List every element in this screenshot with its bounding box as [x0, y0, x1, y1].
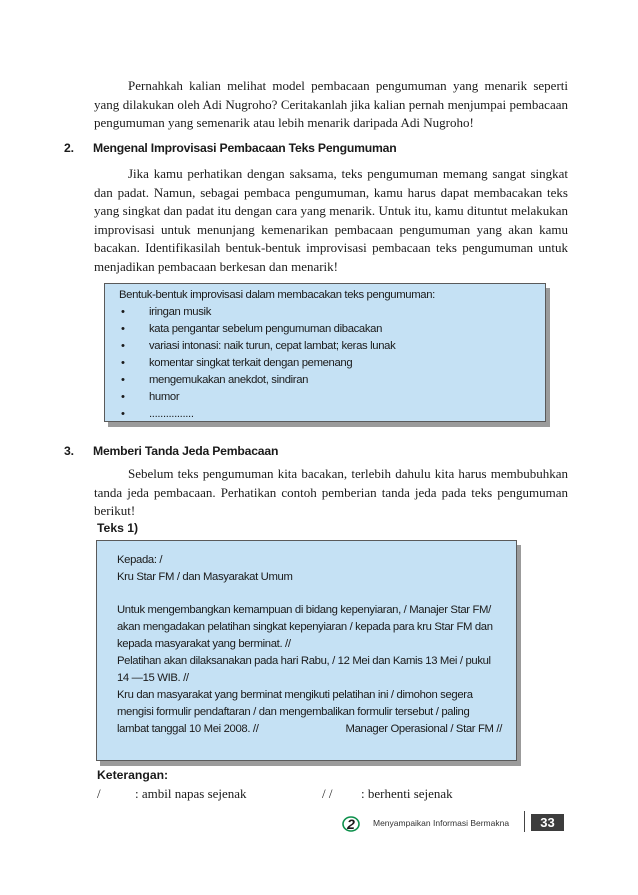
announcement-recipient-names: Kru Star FM / dan Masyarakat Umum: [117, 571, 293, 583]
list-item: • variasi intonasi: naik turun, cepat lambat; keras lunak: [119, 338, 535, 355]
list-item: • kata pengantar sebelum pengumuman dibacakan: [119, 321, 535, 338]
list-item: • iringan musik: [119, 304, 535, 321]
section-2-heading: [64, 141, 397, 155]
section-2-title: Mengenal Improvisasi Pembacaan Teks Pengumuman: [93, 141, 397, 155]
list-item: • mengemukakan anekdot, sindiran: [119, 372, 535, 389]
legend-desc-stop: : berhenti sejenak: [361, 786, 453, 801]
keterangan-title: Keterangan:: [97, 768, 169, 782]
section-3-title: Memberi Tanda Jeda Pembacaan: [93, 444, 279, 458]
section-2-paragraph: Jika kamu perhatikan dengan saksama, teks pengumuman memang sangat singkat dan padat. Namun, sebagai pembaca pengumuman, kamu harus dapat membacakan teks yang singkat dan padat itu dengan cara yang menarik. Untuk itu, kamu dituntut melakukan improvisasi untuk menunjang kemenarikan pembacaan pengumuman yang akan kamu bacakan. Identifikasilah bentuk-bentuk improvisasi pembacaan teks pengumuman untuk menjadikan pembacaan berkesan dan menarik!: [94, 166, 568, 274]
list-item: • komentar singkat terkait dengan pemenang: [119, 355, 535, 372]
chapter-mark-icon: [342, 814, 360, 832]
section-3-heading: [64, 444, 278, 458]
announcement-box: [96, 540, 517, 761]
chapter-mark-graphic: [342, 814, 360, 832]
announcement-paragraph-2: Pelatihan akan dilaksanakan pada hari Rabu, / 12 Mei dan Kamis 13 Mei / pukul 14 —15 WIB. //: [117, 655, 491, 684]
page-number: 33: [531, 814, 564, 831]
announcement-paragraph-1: Untuk mengembangkan kemampuan di bidang kepenyiaran, / Manajer Star FM/ akan mengadakan pelatihan singkat kepenyiaran / kepada para kru Star FM dan kepada masyarakat yang berminat. //: [117, 604, 493, 650]
legend-symbol-stop: / /: [322, 786, 333, 801]
announcement-paragraph-3: Kru dan masyarakat yang berminat mengikuti pelatihan ini / dimohon segera mengisi formulir pendaftaran / dan mengembalikan formulir tersebut / paling lambat tanggal 10 Mei 2008. //: [117, 689, 473, 735]
legend-desc-pause: : ambil napas sejenak: [135, 786, 247, 801]
intro-paragraph: Pernahkah kalian melihat model pembacaan pengumuman yang menarik seperti yang dilakukan oleh Adi Nugroho? Ceritakanlah jika kalian pernah menjumpai pembacaan pengumuman yang semenarik atau lebih menarik daripada Adi Nugroho!: [94, 78, 568, 130]
announcement-signature: Manager Operasional / Star FM //: [345, 723, 502, 735]
section-2-number: 2.: [64, 141, 74, 155]
teks-label: Teks 1): [97, 521, 139, 535]
announcement-recipient: Kepada: /: [117, 554, 163, 566]
chapter-title: Menyampaikan Informasi Bermakna: [373, 818, 510, 828]
list-item: • humor: [119, 389, 535, 406]
improvisation-list: [119, 304, 535, 423]
legend-symbol-pause: /: [97, 786, 101, 801]
chapter-number: 2: [347, 816, 355, 832]
list-item: • ................: [119, 406, 535, 423]
improvisation-box: [104, 283, 546, 422]
improvisation-box-heading: Bentuk-bentuk improvisasi dalam membacakan teks pengumuman:: [119, 289, 435, 301]
section-3-paragraph: Sebelum teks pengumuman kita bacakan, terlebih dahulu kita harus membubuhkan tanda jeda pembacaan. Perhatikan contoh pemberian tanda jeda pada teks pengumuman berikut!: [94, 466, 568, 518]
section-3-number: 3.: [64, 444, 74, 458]
footer-divider: [524, 811, 525, 832]
